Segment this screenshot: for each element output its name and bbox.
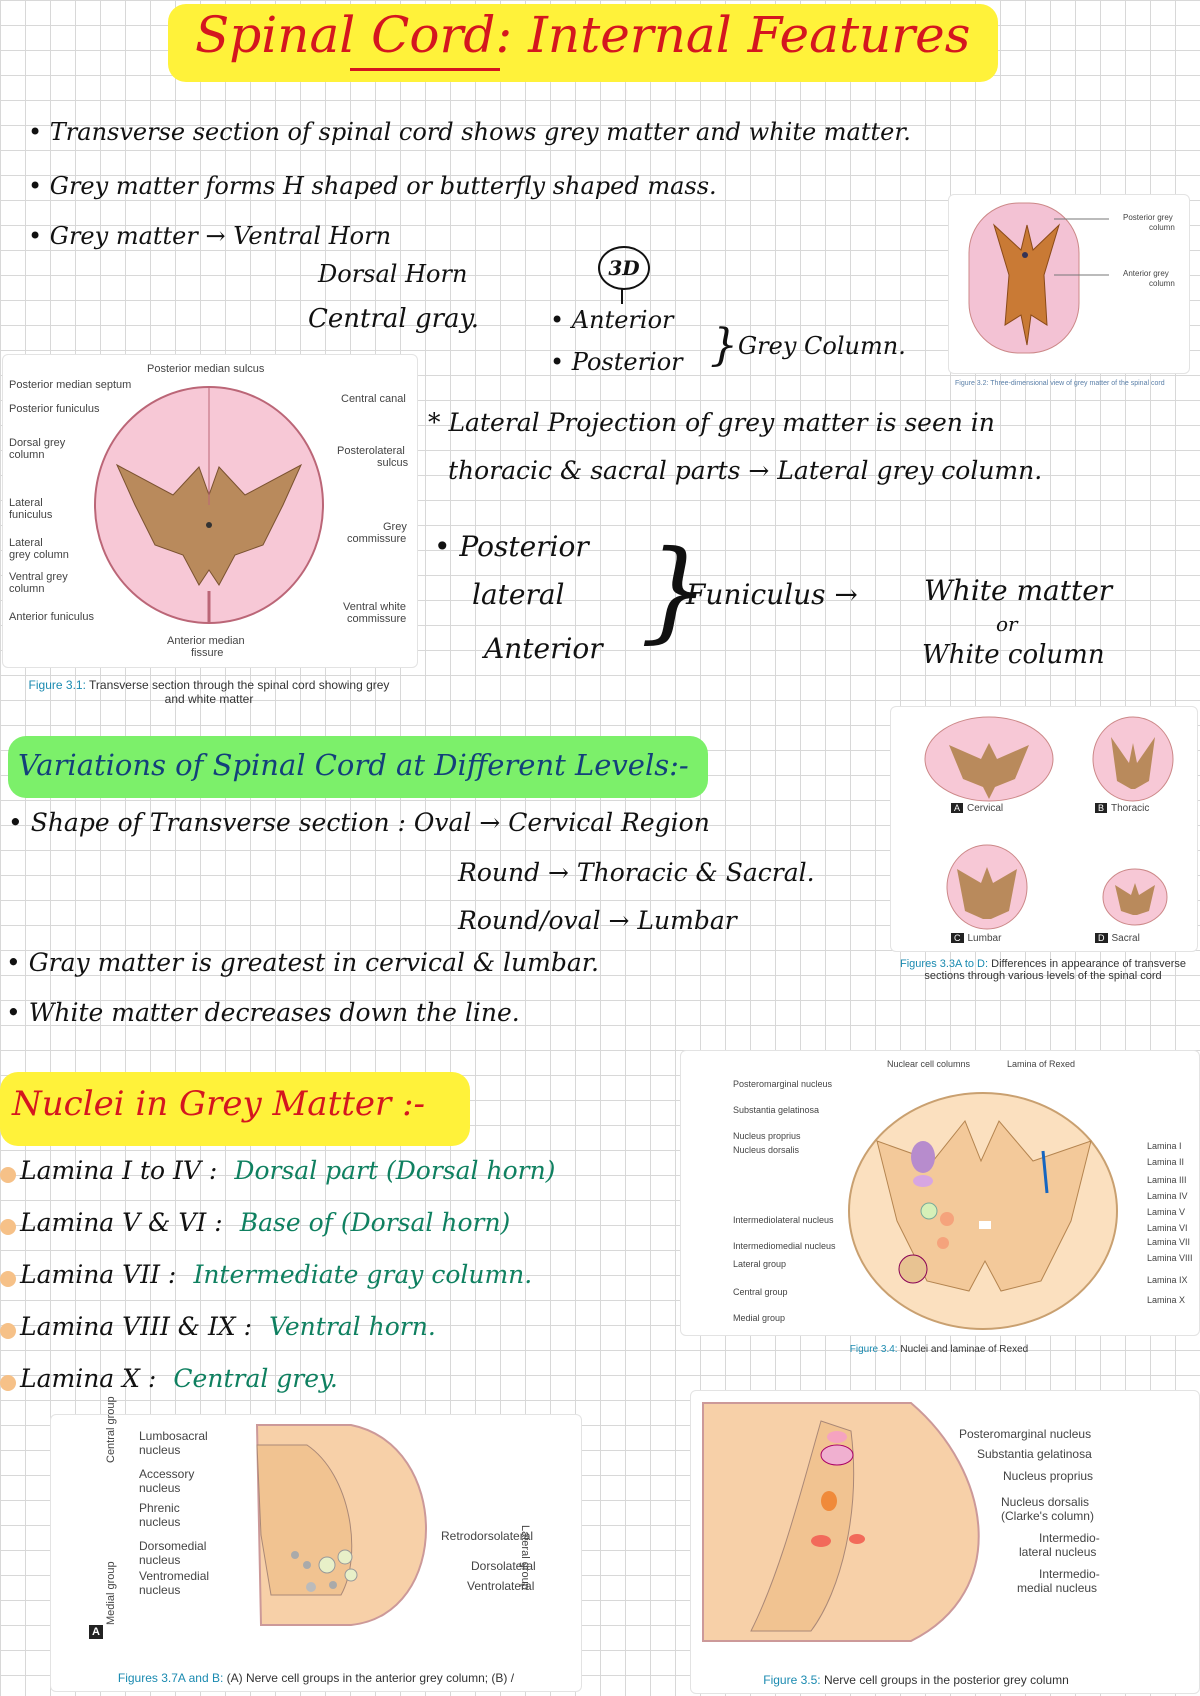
intro-line-1: • Transverse section of spinal cord shows grey matter and white matter. xyxy=(28,118,911,146)
lateral-line-1: * Lateral Projection of grey matter is seen in xyxy=(428,408,995,437)
fig33-c xyxy=(951,933,1001,944)
fig31-afun: Anterior funiculus xyxy=(9,611,94,623)
funiculus-r2: or xyxy=(996,612,1018,636)
fig31-caption-1: Transverse section through the spinal cord showing grey xyxy=(89,678,390,692)
fig35-label-7: Intermedio- xyxy=(1039,1567,1100,1581)
funiculus-r1: White matter xyxy=(924,574,1113,607)
title-underline xyxy=(350,68,500,71)
figure-3-1-caption xyxy=(2,678,416,706)
fig31-ams1: Anterior median xyxy=(167,635,245,647)
fig35-label-3: Nucleus dorsalis xyxy=(1001,1495,1090,1509)
fig31-lgc2: grey column xyxy=(9,549,69,561)
fig33-d xyxy=(1095,933,1140,944)
figure-3-2-caption: Figure 3.2: Three-dimensional view of grey matter of the spinal cord xyxy=(955,380,1165,387)
fig34-caption: Nuclei and laminae of Rexed xyxy=(900,1344,1029,1355)
lamina-bullet-2 xyxy=(0,1219,16,1235)
intro-line-2: • Grey matter forms H shaped or butterfly shaped mass. xyxy=(28,172,717,200)
fig35-label-8: medial nucleus xyxy=(1017,1581,1098,1595)
fig33-caption-1: Differences in appearance of transverse xyxy=(991,958,1186,970)
lamina-row-5 xyxy=(0,1364,690,1416)
figure-3-4-caption xyxy=(680,1344,1198,1355)
fig34-left-4: Intermediolateral nucleus xyxy=(733,1215,834,1225)
fig37-medial-group: Medial group xyxy=(105,1561,117,1625)
fig31-lgc1: Lateral xyxy=(9,537,43,549)
fig34-left-8: Medial group xyxy=(733,1313,786,1323)
fig34-right-9: Lamina X xyxy=(1147,1295,1186,1305)
fig35-caption-num: Figure 3.5: xyxy=(763,1673,821,1687)
fig31-pfun: Posterior funiculus xyxy=(9,403,100,415)
fig37-r1: Retrodorsolateral xyxy=(441,1529,534,1543)
fig37-central-group: Central group xyxy=(105,1396,117,1463)
fig34-caption-num: Figure 3.4: xyxy=(849,1344,898,1355)
fig34-top-1: Nuclear cell columns xyxy=(887,1059,971,1069)
fig33-b-label: Thoracic xyxy=(1111,803,1150,814)
fig31-dgc2: column xyxy=(9,449,45,461)
lamina-1-label: Lamina I to IV : xyxy=(20,1156,218,1185)
figure-3-2 xyxy=(948,194,1190,374)
fig31-caption-2: and white matter xyxy=(164,692,254,706)
fig33-b-badge: B xyxy=(1095,803,1107,813)
arrow-3d-down xyxy=(621,288,623,304)
fig33-caption-num: Figures 3.3A to D: xyxy=(900,958,989,970)
variations-roundoval: Round/oval → Lumbar xyxy=(458,906,737,935)
variations-white: • White matter decreases down the line. xyxy=(6,998,520,1027)
fig35-label-6: lateral nucleus xyxy=(1019,1545,1097,1559)
fig31-lf1: Lateral xyxy=(9,497,43,509)
fig34-right-6: Lamina VII xyxy=(1147,1237,1191,1247)
fig33-c-label: Lumbar xyxy=(967,933,1002,944)
fig37-l2b: nucleus xyxy=(139,1481,181,1495)
posterior-item: • Posterior xyxy=(550,348,683,376)
lamina-row-2 xyxy=(0,1208,690,1260)
fig31-vgc2: column xyxy=(9,583,45,595)
fig33-d-label: Sacral xyxy=(1111,933,1140,944)
fig34-right-4: Lamina V xyxy=(1147,1207,1186,1217)
fig37-badge: A xyxy=(89,1625,103,1639)
fig32-label-1b: column xyxy=(1149,223,1175,232)
figure-3-7-caption xyxy=(61,1671,571,1685)
fig37-l2: Accessory xyxy=(139,1467,195,1481)
nuclei-list xyxy=(0,1156,690,1416)
fig37-l1: Lumbosacral xyxy=(139,1429,208,1443)
fig33-b xyxy=(1095,803,1149,814)
funiculus-anterior: Anterior xyxy=(484,632,603,665)
lamina-bullet-4 xyxy=(0,1323,16,1339)
funiculus-brace: } xyxy=(640,526,710,654)
fig31-ams2: fissure xyxy=(191,647,224,659)
fig35-caption: Nerve cell groups in the posterior grey column xyxy=(823,1673,1069,1687)
figure-3-4 xyxy=(680,1050,1200,1336)
fig34-left-0: Posteromarginal nucleus xyxy=(733,1079,833,1089)
fig34-left-7: Central group xyxy=(733,1287,788,1297)
figure-3-7-image xyxy=(51,1415,581,1635)
figure-3-5-caption xyxy=(691,1673,1141,1687)
funiculus-mid: Funiculus → xyxy=(686,578,858,611)
lamina-4-label: Lamina VIII & IX : xyxy=(20,1312,253,1341)
fig31-pls2: sulcus xyxy=(377,457,409,469)
fig34-left-3: Nucleus dorsalis xyxy=(733,1145,800,1155)
fig33-d-badge: D xyxy=(1095,933,1108,943)
fig35-label-5: Intermedio- xyxy=(1039,1531,1100,1545)
fig37-r2: Dorsolateral xyxy=(471,1559,536,1573)
fig34-right-5: Lamina VI xyxy=(1147,1223,1188,1233)
lamina-2-desc: Base of (Dorsal horn) xyxy=(239,1208,511,1237)
fig37-r3: Ventrolateral xyxy=(467,1579,535,1593)
fig34-right-0: Lamina I xyxy=(1147,1141,1182,1151)
intro-line-3c: Central gray. xyxy=(308,304,480,334)
anterior-item: • Anterior xyxy=(550,306,674,334)
fig35-label-4: (Clarke's column) xyxy=(1001,1509,1094,1523)
page-title: Spinal Cord: Internal Features xyxy=(195,6,971,64)
variations-shape: • Shape of Transverse section : Oval → Cervical Region xyxy=(8,808,710,837)
fig33-c-badge: C xyxy=(951,933,964,943)
lamina-bullet-1 xyxy=(0,1167,16,1183)
fig34-right-7: Lamina VIII xyxy=(1147,1253,1193,1263)
fig37-l5: Ventromedial xyxy=(139,1569,210,1583)
fig33-a-badge: A xyxy=(951,803,963,813)
fig37-l4: Dorsomedial xyxy=(139,1539,207,1553)
fig31-gc2: commissure xyxy=(347,533,407,545)
fig37-l3b: nucleus xyxy=(139,1515,181,1529)
fig37-l5b: nucleus xyxy=(139,1583,181,1597)
fig33-a-label: Cervical xyxy=(967,803,1004,814)
fig31-pmsep: Posterior median septum xyxy=(9,379,132,391)
fig31-cc: Central canal xyxy=(341,393,406,405)
lamina-4-desc: Ventral horn. xyxy=(269,1312,436,1341)
figure-3-5 xyxy=(690,1390,1200,1694)
fig34-right-3: Lamina IV xyxy=(1147,1191,1188,1201)
figure-3-5-image xyxy=(691,1391,1199,1651)
fig34-left-5: Intermediomedial nucleus xyxy=(733,1241,836,1251)
fig31-lf2: funiculus xyxy=(9,509,53,521)
circle-3d: 3D xyxy=(598,246,650,290)
fig31-pms-top: Posterior median sulcus xyxy=(147,363,265,375)
fig35-label-0: Posteromarginal nucleus xyxy=(959,1427,1092,1441)
brace-grey-column: } xyxy=(710,320,738,371)
nuclei-heading: Nuclei in Grey Matter :- xyxy=(12,1084,426,1124)
figure-3-3-image xyxy=(891,707,1197,951)
funiculus-posterior: • Posterior xyxy=(434,530,589,563)
fig32-label-2a: Anterior grey xyxy=(1123,269,1169,278)
lamina-row-3 xyxy=(0,1260,690,1312)
fig31-pls1: Posterolateral xyxy=(337,445,405,457)
lamina-1-desc: Dorsal part (Dorsal horn) xyxy=(234,1156,556,1185)
fig35-label-1: Substantia gelatinosa xyxy=(977,1447,1092,1461)
intro-line-3a: • Grey matter → Ventral Horn xyxy=(28,222,392,250)
figure-3-1 xyxy=(2,354,418,668)
funiculus-r3: White column xyxy=(922,640,1105,670)
fig31-vwc1: Ventral white xyxy=(343,601,406,613)
lamina-bullet-5 xyxy=(0,1375,16,1391)
lamina-3-desc: Intermediate gray column. xyxy=(193,1260,533,1289)
fig34-right-2: Lamina III xyxy=(1147,1175,1187,1185)
lateral-line-2: thoracic & sacral parts → Lateral grey column. xyxy=(448,456,1043,485)
lamina-row-1 xyxy=(0,1156,690,1208)
fig34-top-2: Lamina of Rexed xyxy=(1007,1059,1076,1069)
figure-3-7 xyxy=(50,1396,582,1692)
grey-column-label: Grey Column. xyxy=(738,332,906,360)
fig37-caption: (A) Nerve cell groups in the anterior grey column; (B) / xyxy=(226,1671,515,1685)
fig34-right-8: Lamina IX xyxy=(1147,1275,1188,1285)
fig37-l3: Phrenic xyxy=(139,1501,180,1515)
fig32-label-2b: column xyxy=(1149,279,1175,288)
lamina-bullet-3 xyxy=(0,1271,16,1287)
fig32-label-1a: Posterior grey xyxy=(1123,213,1173,222)
fig35-label-2: Nucleus proprius xyxy=(1003,1469,1094,1483)
fig37-caption-num: Figures 3.7A and B: xyxy=(117,1671,224,1685)
fig37-l1b: nucleus xyxy=(139,1443,181,1457)
fig31-vgc1: Ventral grey xyxy=(9,571,68,583)
lamina-2-label: Lamina V & VI : xyxy=(20,1208,223,1237)
fig31-vwc2: commissure xyxy=(347,613,407,625)
fig34-left-2: Nucleus proprius xyxy=(733,1131,801,1141)
fig34-left-1: Substantia gelatinosa xyxy=(733,1105,820,1115)
funiculus-lateral: lateral xyxy=(472,578,565,611)
fig31-dgc1: Dorsal grey xyxy=(9,437,66,449)
lamina-3-label: Lamina VII : xyxy=(20,1260,177,1289)
variations-heading: Variations of Spinal Cord at Different Levels:- xyxy=(18,748,689,782)
fig34-left-6: Lateral group xyxy=(733,1259,787,1269)
lamina-row-4 xyxy=(0,1312,690,1364)
fig33-caption-2: sections through various levels of the spinal cord xyxy=(924,970,1162,982)
variations-gray: • Gray matter is greatest in cervical & lumbar. xyxy=(6,948,599,977)
figure-3-3-caption xyxy=(888,958,1198,982)
lamina-5-label: Lamina X : xyxy=(20,1364,157,1393)
variations-round: Round → Thoracic & Sacral. xyxy=(458,858,815,887)
intro-line-3b: Dorsal Horn xyxy=(318,260,468,288)
fig31-gc1: Grey xyxy=(383,521,407,533)
lamina-5-desc: Central grey. xyxy=(173,1364,338,1393)
fig34-right-1: Lamina II xyxy=(1147,1157,1185,1167)
fig37-lateral-group: Lateral group xyxy=(519,1525,531,1590)
figure-3-3 xyxy=(890,706,1198,952)
fig37-l4b: nucleus xyxy=(139,1553,181,1567)
fig33-a xyxy=(951,803,1003,814)
fig31-caption-num: Figure 3.1: xyxy=(28,678,86,692)
